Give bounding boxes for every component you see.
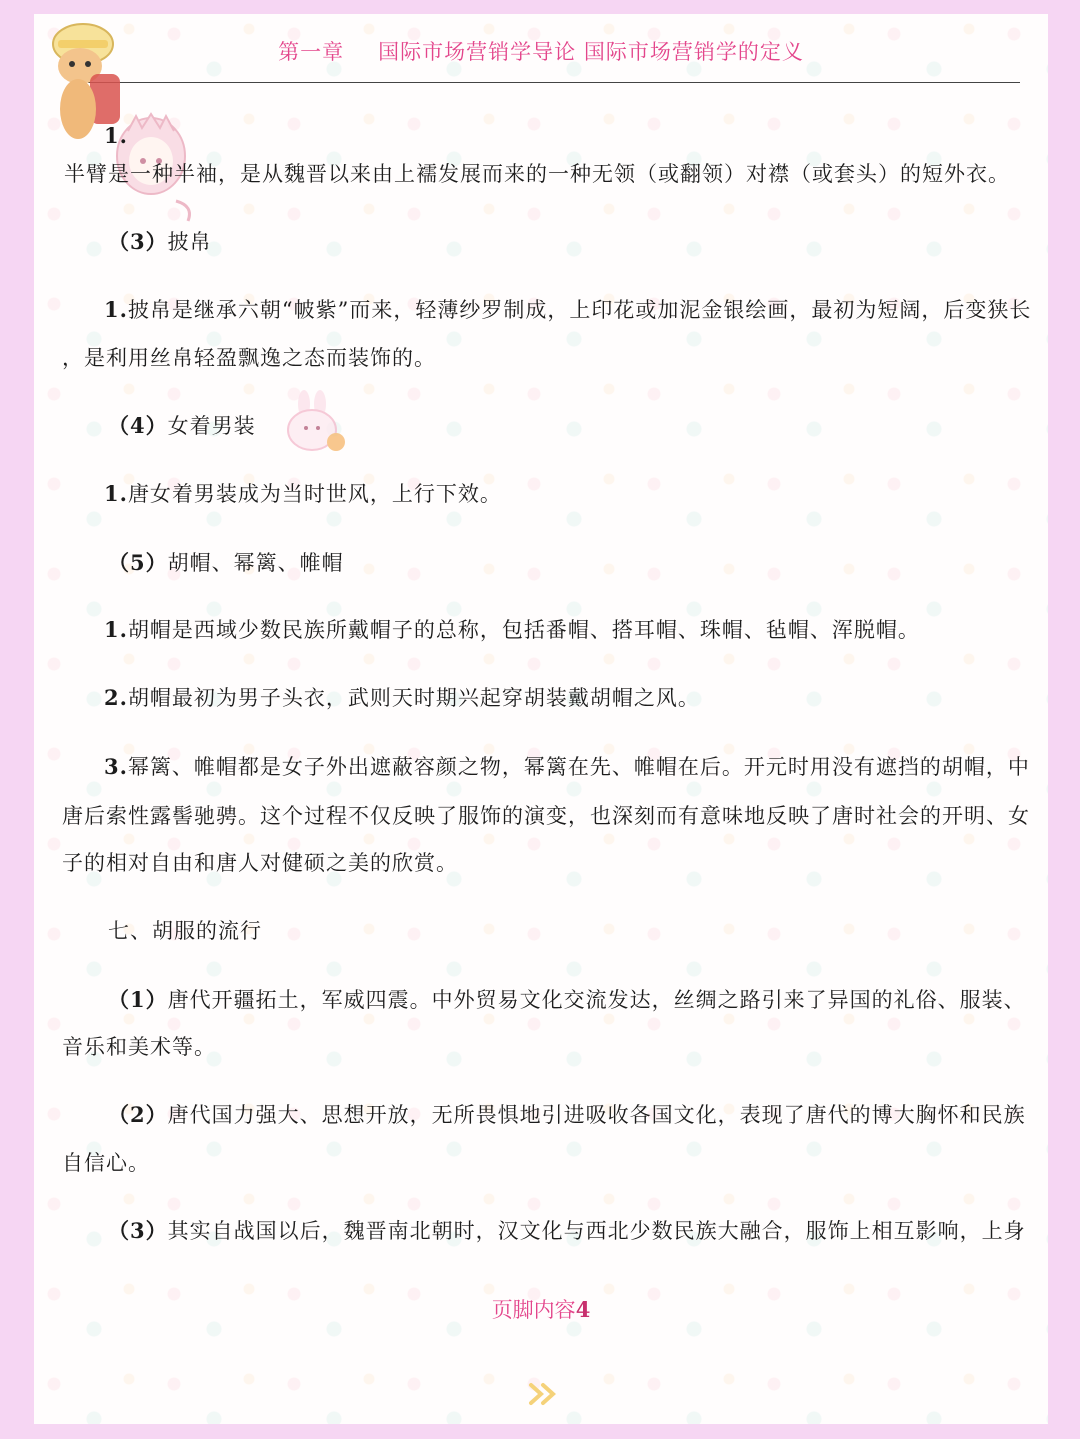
paragraph-men-clothing: 1.唐女着男装成为当时世风，上行下效。 [104,481,502,506]
paragraph-veil-line3: 子的相对自由和唐人对健硕之美的欣赏。 [62,851,458,875]
list-number: 1. [104,123,128,148]
paragraph-s2-line2: 自信心。 [62,1151,150,1175]
chapter-title: 国际市场营销学导论 国际市场营销学的定义 [378,40,804,64]
paragraph-shawl-line2: ，是利用丝帛轻盈飘逸之态而装饰的。 [62,346,436,370]
paragraph-s1-line2: 音乐和美术等。 [62,1035,216,1059]
bunny-sticker-icon [280,390,350,460]
section-heading-7: 七、胡服的流行 [108,919,262,943]
paragraph-half-sleeve: 半臂是一种半袖，是从魏晋以来由上襦发展而来的一种无领（或翻领）对襟（或套头）的短外衣。 [64,162,1010,186]
paragraph-veil-line1: 3.幂篱、帷帽都是女子外出遮蔽容颜之物，幂篱在先、帷帽在后。开元时用没有遮挡的胡帽，中 [104,754,1030,779]
subheading-4: （4）女着男装 [108,413,256,438]
page-number: 4 [575,1297,591,1322]
paragraph-s1-line1: （1）唐代开疆拓土，军威四震。中外贸易文化交流发达，丝绸之路引来了异国的礼俗、服装、 [108,987,1026,1012]
subheading-5: （5）胡帽、幂篱、帷帽 [108,550,344,575]
paragraph-hu-hat-1: 1.胡帽是西域少数民族所戴帽子的总称，包括番帽、搭耳帽、珠帽、毡帽、浑脱帽。 [104,617,920,642]
document-page [34,14,1048,1424]
paragraph-hu-hat-2: 2.胡帽最初为男子头衣，武则天时期兴起穿胡装戴胡帽之风。 [104,685,700,710]
header-divider [88,82,1020,83]
chapter-label: 第一章 [278,40,345,64]
subheading-3: （3）披帛 [108,229,212,254]
page-header [34,36,1048,66]
footer-label: 页脚内容 [491,1298,576,1322]
paragraph-s2-line1: （2）唐代国力强大、思想开放，无所畏惧地引进吸收各国文化，表现了唐代的博大胸怀和民族 [108,1102,1026,1127]
double-chevron-icon [528,1382,558,1406]
page-footer [34,1294,1048,1324]
paragraph-s3-line1: （3）其实自战国以后，魏晋南北朝时，汉文化与西北少数民族大融合，服饰上相互影响，上身 [108,1218,1026,1243]
paragraph-shawl-line1: 1.披帛是继承六朝“帔紫”而来，轻薄纱罗制成，上印花或加泥金银绘画，最初为短阔，后变狭长 [104,297,1032,322]
paragraph-veil-line2: 唐后索性露髻驰骋。这个过程不仅反映了服饰的演变，也深刻而有意味地反映了唐时社会的开明、女 [62,804,1030,828]
